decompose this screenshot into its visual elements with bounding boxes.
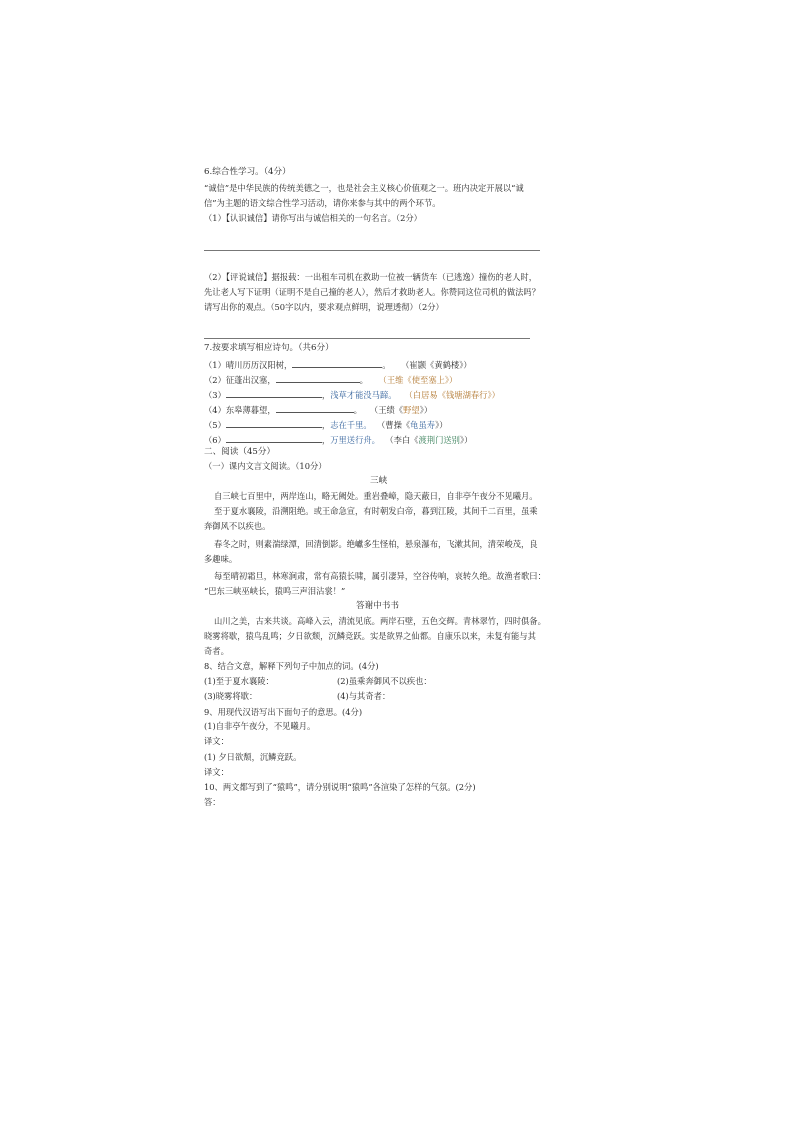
q7-item-5-prefix: （5）: [204, 420, 226, 430]
q7-item-5: [204, 418, 448, 431]
passage-1-line-5: 多趣味。: [204, 554, 238, 564]
passage-1-title: 三峡: [370, 476, 388, 486]
q10-title: 10、两文都写到了“猿鸣”，请分别说明“猿鸣”各渲染了怎样的气氛。(2分): [204, 782, 476, 792]
q7-item-2-prefix: （2）征蓬出汉塞，: [204, 375, 276, 385]
q7-item-1-prefix: （1）晴川历历汉阳树，: [204, 360, 293, 370]
q6-intro-line1: “诚信”是中华民族的传统美德之一，也是社会主义核心价值观之一。班内决定开展以“诚: [204, 183, 524, 193]
q6-answer-line-1[interactable]: [204, 250, 540, 251]
q7-item-6-prefix: （6）: [204, 435, 226, 445]
passage-1-line-1: 自三峡七百里中，两岸连山，略无阙处。重岩叠嶂，隐天蔽日，自非亭午夜分不见曦月。: [214, 491, 538, 501]
passage-1-line-6: 每至晴初霜旦，林寒涧肃，常有高猿长啸，属引凄异，空谷传响，哀转久绝。故渔者歌曰：: [214, 571, 546, 581]
q7-item-3-source: （白居易《钱塘湖春行》）: [404, 390, 500, 400]
q6-sub1: （1）【认识诚信】请你写出与诚信相关的一句名言。（2分）: [204, 213, 422, 223]
q7-item-5-source-open: （曹操《: [376, 420, 411, 430]
q6-sub2-line1: （2）【评说诚信】据报载：一出租车司机在救助一位被一辆货车（已逃逸）撞伤的老人时，: [204, 272, 538, 282]
q6-intro-line2: 信”为主题的语文综合性学习活动，请你来参与其中的两个环节。: [204, 198, 441, 208]
q10-answer-label: 答：: [204, 797, 221, 807]
q7-item-6-line: 万里送行舟。: [330, 435, 380, 445]
q7-item-6-source-close: 》）: [459, 435, 473, 445]
q7-item-6-blank[interactable]: [226, 433, 322, 443]
q7-item-3-punct: ，: [321, 390, 331, 400]
q8-item-1: (1)至于夏水襄陵：: [204, 676, 274, 686]
passage-2-line-1: 山川之美，古来共谈。高峰入云，清流见底。两岸石壁，五色交辉。青林翠竹，四时俱备。: [214, 616, 546, 626]
passage-1-line-2: 至于夏水襄陵，沿溯阻绝。或王命急宣，有时朝发白帝，暮到江陵，其间千二百里，虽乘: [214, 506, 538, 516]
q7-item-5-punct: ，: [321, 420, 331, 430]
q9-translation-1-label: 译文：: [204, 736, 229, 746]
q7-item-1-punct: 。: [382, 360, 391, 370]
q7-item-4-source-open: （王绩《: [369, 405, 404, 415]
q7-item-4: [204, 403, 432, 416]
q7-item-3-line: 浅草才能没马蹄。: [330, 390, 397, 400]
passage-2-line-3: 奇者。: [204, 646, 229, 656]
q9-translation-2-label: 译文：: [204, 767, 229, 777]
q7-item-2: [204, 373, 457, 386]
q8-title: 8、结合文意，解释下列句子中加点的词。(4分): [204, 661, 379, 671]
q7-item-5-source-close: 》）: [435, 420, 448, 430]
q8-item-3: (3)晓雾将歇：: [204, 691, 258, 701]
q7-item-6-source-open: （李白《: [385, 435, 419, 445]
q6-sub2-line3: 请写出你的观点。（50字以内，要求观点鲜明，说理透彻）（2分）: [204, 302, 444, 312]
reading-section-title: 二、阅读（45分）: [204, 447, 276, 457]
q8-item-2: (2)虽乘奔御风不以疾也：: [337, 676, 432, 686]
q7-item-2-blank[interactable]: [276, 373, 360, 383]
q7-item-5-blank[interactable]: [226, 418, 322, 428]
passage-2-title: 答谢中书书: [356, 601, 399, 611]
q7-item-4-source-close: 》）: [419, 405, 433, 415]
passage-1-line-7: “巴东三峡巫峡长，猿鸣三声泪沾裳！”: [204, 586, 346, 596]
q7-item-6-source-title: 渡荆门送别: [418, 435, 460, 445]
q7-item-5-source-title: 龟虽寿: [410, 420, 436, 430]
q6-answer-line-2[interactable]: [204, 338, 530, 339]
q7-item-1-source: （崔颢《黄鹤楼》）: [401, 360, 472, 370]
q9-sentence-1: (1)自非亭午夜分，不见曦月。: [204, 721, 316, 731]
q7-item-3: [204, 388, 500, 401]
q8-item-4: (4)与其奇者：: [337, 691, 391, 701]
q7-item-4-prefix: （4）东皋薄暮望，: [204, 405, 276, 415]
q7-item-1-blank[interactable]: [292, 358, 382, 368]
q7-item-4-blank[interactable]: [276, 403, 354, 413]
q7-item-3-blank[interactable]: [226, 388, 322, 398]
q7-item-4-punct: 。: [353, 405, 362, 415]
q9-title: 9、用现代汉语写出下面句子的意思。(4分): [204, 707, 363, 717]
q7-item-1: [204, 358, 472, 371]
passage-2-line-2: 晓雾将歇，猿鸟乱鸣；夕日欲颓，沉鳞竞跃。实是欲界之仙都。自康乐以来，未复有能与其: [204, 631, 536, 641]
passage-1-line-4: 春冬之时，则素湍绿潭，回清倒影。绝巘多生怪柏，悬泉瀑布，飞漱其间，清荣峻茂，良: [214, 539, 538, 549]
q6-title: 6.综合性学习。（4分）: [204, 167, 291, 177]
q7-item-2-source: （王维《使至塞上》）: [378, 375, 458, 385]
passage-1-line-3: 奔御风不以疾也。: [204, 521, 271, 531]
q7-item-4-source-title: 野望: [403, 405, 420, 415]
q7-item-6-punct: ，: [321, 435, 331, 445]
q7-item-6: [204, 433, 472, 446]
q7-item-5-line: 志在千里。: [330, 420, 372, 430]
q9-sentence-2: (1) 夕日欲颓，沉鳞竞跃。: [204, 752, 302, 762]
q7-item-3-prefix: （3）: [204, 390, 226, 400]
q7-item-2-punct: 。: [359, 375, 368, 385]
q6-sub2-line2: 先让老人写下证明（证明不是自己撞的老人），然后才救助老人。你赞同这位司机的做法吗？: [204, 287, 541, 297]
q7-title: 7.按要求填写相应诗句。（共6分）: [204, 343, 334, 353]
reading-subsection-title: （一）课内文言文阅读。（10分）: [204, 461, 327, 471]
